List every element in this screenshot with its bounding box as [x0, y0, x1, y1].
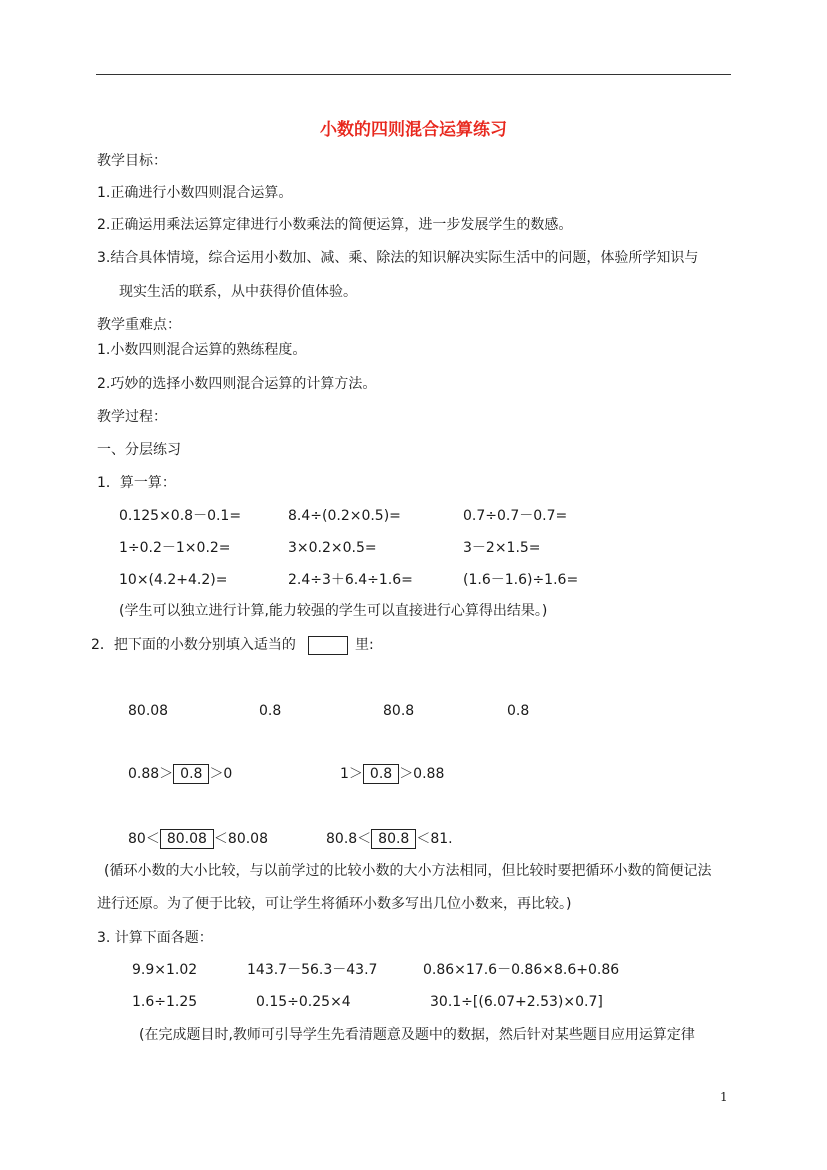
q2-a-box: 0.8: [173, 764, 209, 784]
q1-r2-c3: 3－2×1.5=: [463, 540, 541, 556]
page-number: 1: [720, 1090, 728, 1104]
page-title: 小数的四则混合运算练习: [320, 120, 507, 140]
process-heading: 教学过程：: [97, 409, 167, 425]
goal-1: 1.正确进行小数四则混合运算。: [97, 185, 293, 201]
q3-label: 3. 计算下面各题：: [97, 930, 213, 946]
q1-r1-c2: 8.4÷(0.2×0.5)=: [288, 508, 401, 524]
header-rule: [96, 74, 731, 75]
q2-d-box: 80.8: [371, 829, 416, 849]
q3-r2-c1: 1.6÷1.25: [132, 994, 198, 1010]
key-heading: 教学重难点：: [97, 317, 181, 333]
goals-heading: 教学目标：: [97, 153, 167, 169]
q1-r3-c1: 10×(4.2+4.2)=: [119, 572, 228, 588]
q2-c-right: ＜80.08: [213, 831, 269, 847]
q2-d-left: 80.8＜: [326, 831, 372, 847]
q3-r1-c3: 0.86×17.6－0.86×8.6+0.86: [423, 962, 620, 978]
q1-r2-c2: 3×0.2×0.5=: [288, 540, 377, 556]
goal-2: 2.正确运用乘法运算定律进行小数乘法的简便运算，进一步发展学生的数感。: [97, 217, 573, 233]
q2-note-2: 进行还原。为了便于比较，可让学生将循环小数多写出几位小数来，再比较。): [97, 896, 572, 912]
q1-r2-c1: 1÷0.2－1×0.2=: [119, 540, 231, 556]
q2-number-3: 80.8: [383, 703, 415, 719]
q2-b-left: 1＞: [340, 766, 363, 782]
section-1-heading: 一、分层练习: [97, 442, 181, 458]
q1-r1-c3: 0.7÷0.7－0.7=: [463, 508, 568, 524]
q1-r1-c1: 0.125×0.8－0.1=: [119, 508, 242, 524]
q2-blank-box: [308, 636, 348, 655]
q2-number-1: 80.08: [128, 703, 169, 719]
q2-c-box: 80.08: [160, 829, 214, 849]
q2-label: 2．把下面的小数分别填入适当的: [91, 637, 296, 653]
q2-d-right: ＜81.: [416, 831, 453, 847]
q2-inequality-b: [340, 764, 444, 784]
q1-label: 1．算一算：: [97, 475, 176, 491]
goal-3: 3.结合具体情境，综合运用小数加、减、乘、除法的知识解决实际生活中的问题，体验所学知识与: [97, 250, 699, 266]
q2-number-4: 0.8: [507, 703, 530, 719]
q2-inequality-a: [128, 764, 232, 784]
q1-r3-c2: 2.4÷3＋6.4÷1.6=: [288, 572, 413, 588]
q1-note: (学生可以独立进行计算,能力较强的学生可以直接进行心算得出结果。): [119, 603, 548, 619]
q1-r3-c3: (1.6－1.6)÷1.6=: [463, 572, 579, 588]
q2-a-right: ＞0: [209, 766, 233, 782]
q3-r1-c1: 9.9×1.02: [132, 962, 198, 978]
q3-r2-c2: 0.15÷0.25×4: [256, 994, 351, 1010]
key-point-2: 2.巧妙的选择小数四则混合运算的计算方法。: [97, 376, 377, 392]
q2-b-box: 0.8: [363, 764, 399, 784]
q2-number-2: 0.8: [259, 703, 282, 719]
q2-a-left: 0.88＞: [128, 766, 174, 782]
q2-inequality-d: [326, 829, 453, 849]
q2-inequality-c: [128, 829, 268, 849]
q2-note-1: (循环小数的大小比较，与以前学过的比较小数的大小方法相同，但比较时要把循环小数的简便记法: [104, 863, 712, 879]
q3-r2-c3: 30.1÷[(6.07+2.53)×0.7]: [430, 994, 603, 1010]
q3-note: (在完成题目时,教师可引导学生先看清题意及题中的数据，然后针对某些题目应用运算定律: [139, 1027, 695, 1043]
goal-3-cont: 现实生活的联系，从中获得价值体验。: [119, 284, 357, 300]
q3-r1-c2: 143.7－56.3－43.7: [247, 962, 378, 978]
key-point-1: 1.小数四则混合运算的熟练程度。: [97, 342, 307, 358]
q2-c-left: 80＜: [128, 831, 160, 847]
q2-b-right: ＞0.88: [399, 766, 445, 782]
q2-suffix: 里:: [355, 637, 374, 653]
